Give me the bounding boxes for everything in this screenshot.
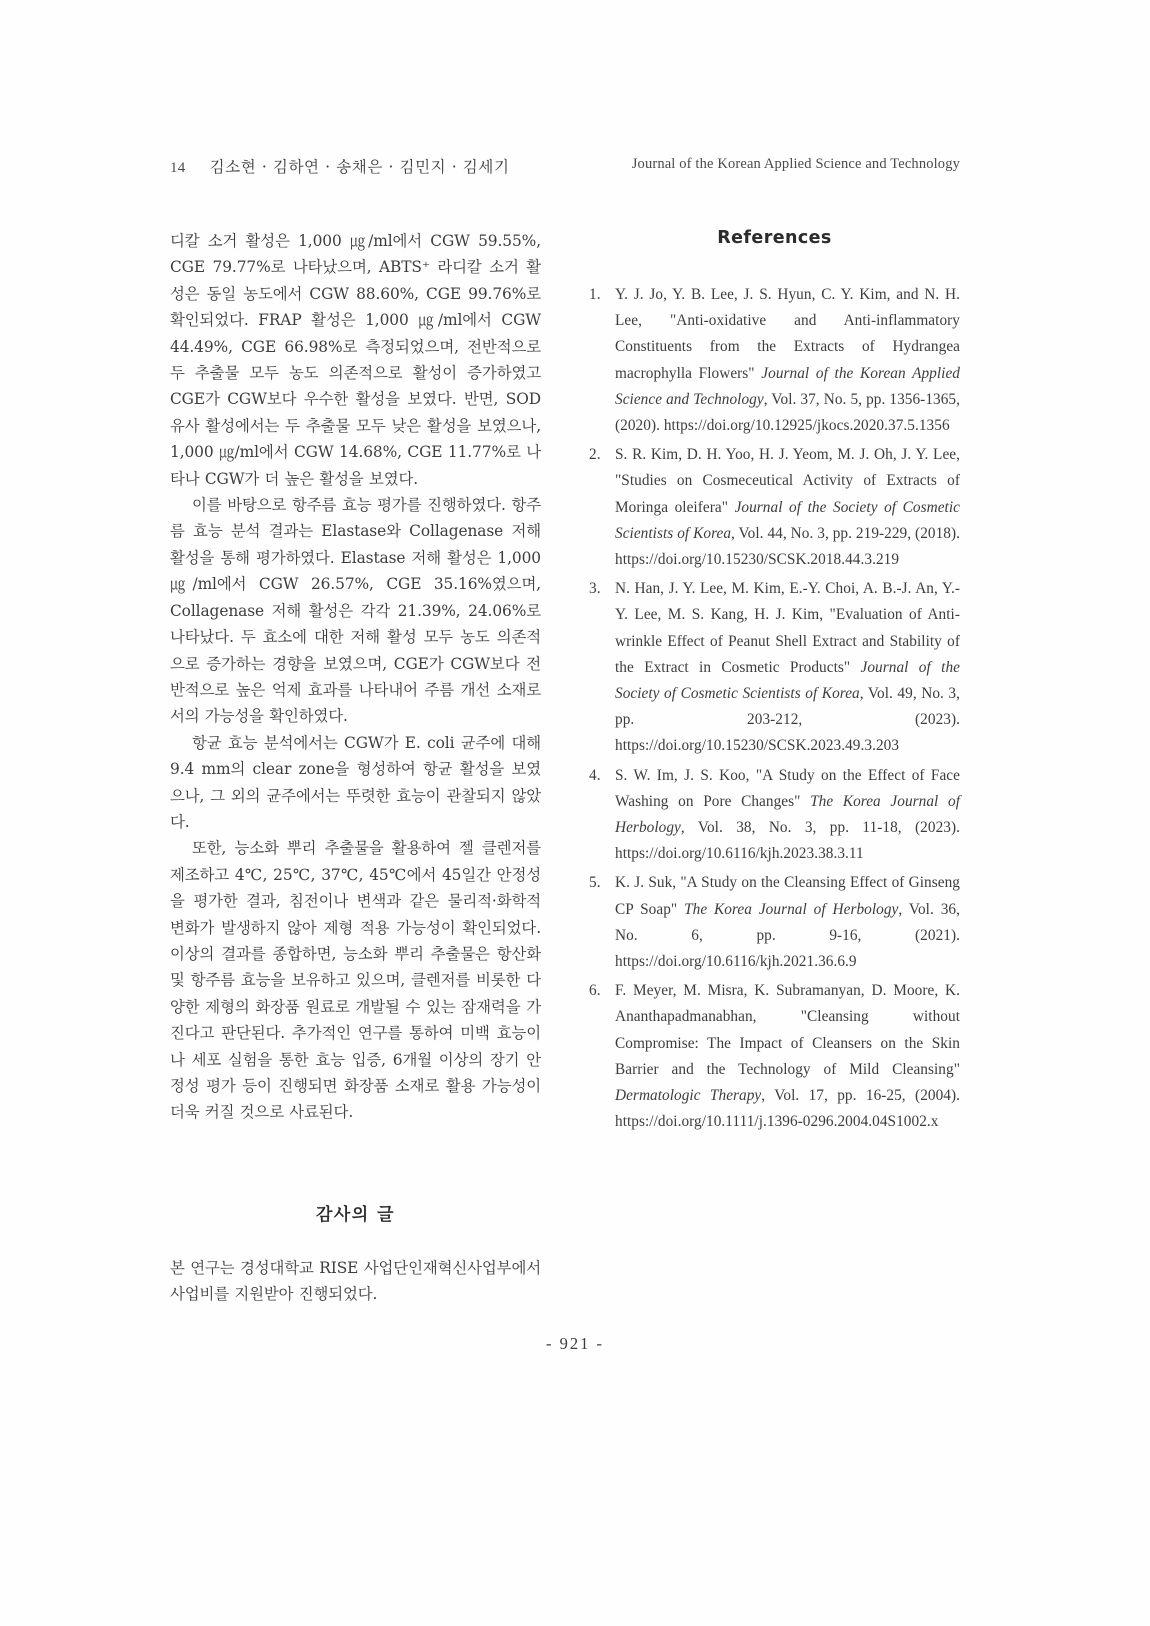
reference-volume-doi: , Vol. 49, No. 3, pp. 203-212, (2023). https://doi.org/10.15230/SCSK.2023.49.3.203 <box>615 685 961 755</box>
reference-authors-title: Y. J. Jo, Y. B. Lee, J. S. Hyun, C. Y. Kim, and N. H. Lee, "Anti-oxidative and Anti-inflammatory Constituents from the Extracts of Hydrangea macrophylla Flowers" <box>615 286 960 382</box>
acknowledgement-body: 본 연구는 경성대학교 RISE 사업단인재혁신사업부에서 사업비를 지원받아 진행되었다. <box>170 1258 541 1304</box>
acknowledgement-section <box>170 1200 541 1308</box>
references-heading: References <box>717 228 832 248</box>
running-head-journal-title: Journal of the Korean Applied Science and Technology <box>631 156 960 172</box>
reference-authors-title: F. Meyer, M. Misra, K. Subramanyan, D. Moore, K. Ananthapadmanabhan, "Cleansing without Compromise: The Impact of Cleansers on the Skin Barrier and the Technology of Mild Cleansing" <box>615 982 960 1078</box>
reference-authors-title: S. R. Kim, D. H. Yoo, H. J. Yeom, M. J. Oh, J. Y. Lee, "Studies on Cosmeceutical Activity of Extracts of Moringa oleifera" <box>615 446 960 516</box>
reference-authors-title: N. Han, J. Y. Lee, M. Kim, E.-Y. Choi, A. B.-J. An, Y.-Y. Lee, M. S. Kang, H. J. Kim, "Evaluation of Anti-wrinkle Effect of Peanut Shell Extract and Stability of the Extract in Cosmetic Products" <box>615 580 960 676</box>
right-column <box>589 228 960 1308</box>
reference-authors-title: S. W. Im, J. S. Koo, "A Study on the Effect of Face Washing on Pore Changes" <box>615 766 960 810</box>
reference-item <box>589 282 960 439</box>
reference-item <box>589 442 960 573</box>
reference-journal-name: The Korea Journal of Herbology <box>615 792 960 837</box>
reference-item <box>589 763 960 868</box>
reference-volume-doi: , Vol. 44, No. 3, pp. 219-229, (2018). https://doi.org/10.15230/SCSK.2018.44.3.219 <box>615 524 961 569</box>
reference-number: 5. <box>589 874 601 892</box>
reference-item <box>589 978 960 1135</box>
reference-volume-doi: , Vol. 37, No. 5, pp. 1356-1365, (2020). https://doi.org/10.12925/jkocs.2020.37.5.1356 <box>615 390 960 435</box>
reference-item <box>589 576 960 759</box>
reference-journal-name: Dermatologic Therapy <box>615 1087 762 1105</box>
reference-journal-name: Journal of the Society of Cosmetic Scientists of Korea <box>615 658 960 703</box>
left-column <box>170 228 541 1308</box>
page-columns <box>170 228 960 1308</box>
body-paragraph: 또한, 능소화 뿌리 추출물을 활용하여 젤 클렌저를 제조하고 4℃, 25℃, 37℃, 45℃에서 45일간 안정성을 평가한 결과, 침전이나 변색과 같은 물리적·화학적 변화가 발생하지 않아 제형 적용 가능성이 확인되었다. 이상의 결과를 종합하면, 능소화 뿌리 추출물은 항산화 및 항주름 효능을 보유하고 있으며, 클렌저를 비롯한 다양한 제형의 화장품 원료로 개발될 수 있는 잠재력을 가진다고 판단된다. 추가적인 연구를 통하여 미백 효능이나 세포 실험을 통한 효능 입증, 6개월 이상의 장기 안정성 평가 등이 진행되면 화장품 소재로 활용 가능성이 더욱 커질 것으로 사료된다. <box>170 839 541 1122</box>
running-head-authors: 김소현 · 김하연 · 송채은 · 김민지 · 김세기 <box>209 158 510 176</box>
body-paragraph: 항균 효능 분석에서는 CGW가 E. coli 균주에 대해 9.4 mm의 clear zone을 형성하여 항균 활성을 보였으나, 그 외의 균주에서는 뚜렷한 효능이 관찰되지 않았다. <box>170 733 541 831</box>
body-paragraph: 이를 바탕으로 항주름 효능 평가를 진행하였다. 항주름 효능 분석 결과는 Elastase와 Collagenase 저해 활성을 통해 평가하였다. Elastase 저해 활성은 1,000 ㎍/ml에서 CGW 26.57%, CGE 35.16%였으며, Collagenase 저해 활성은 각각 21.39%, 24.06%로 나타났다. 두 효소에 대한 저해 활성 모두 농도 의존적으로 증가하는 경향을 보였으며, CGE가 CGW보다 전반적으로 높은 억제 효과를 나타내어 주름 개선 소재로서의 가능성을 확인하였다. <box>170 496 541 726</box>
running-head-page-number: 14 <box>170 160 186 176</box>
running-head <box>170 155 960 177</box>
reference-volume-doi: , Vol. 17, pp. 16-25, (2004). https://doi.org/10.1111/j.1396-0296.2004.04S1002.x <box>615 1087 961 1131</box>
reference-journal-name: Journal of the Korean Applied Science and Technology <box>615 364 961 408</box>
reference-volume-doi: , Vol. 38, No. 3, pp. 11-18, (2023). https://doi.org/10.6116/kjh.2023.38.3.11 <box>615 819 960 863</box>
reference-volume-doi: , Vol. 36, No. 6, pp. 9-16, (2021). https://doi.org/10.6116/kjh.2021.36.6.9 <box>615 900 960 971</box>
body-paragraph: 디칼 소거 활성은 1,000 ㎍/ml에서 CGW 59.55%, CGE 79.77%로 나타났으며, ABTS⁺ 라디칼 소거 활성은 동일 농도에서 CGW 88.60%, CGE 99.76%로 확인되었다. FRAP 활성은 1,000 ㎍/ml에서 CGW 44.49%, CGE 66.98%로 측정되었으며, 전반적으로 두 추출물 모두 농도 의존적으로 활성이 증가하였고 CGE가 CGW보다 우수한 활성을 보였다. 반면, SOD 유사 활성에서는 두 추출물 모두 낮은 활성을 보였으나, 1,000 ㎍/ml에서 CGW 14.68%, CGE 11.77%로 나타나 CGW가 더 높은 활성을 보였다. <box>170 232 541 488</box>
reference-number: 1. <box>589 286 601 303</box>
acknowledgement-heading: 감사의 글 <box>315 1204 396 1225</box>
reference-journal-name: The Korea Journal of Herbology <box>684 900 899 918</box>
reference-number: 3. <box>589 580 601 598</box>
reference-number: 2. <box>589 446 601 464</box>
reference-item <box>589 870 960 975</box>
reference-journal-name: Journal of the Society of Cosmetic Scientists of Korea <box>615 498 960 542</box>
page-footer: - 921 - <box>546 1334 604 1353</box>
reference-number: 6. <box>589 982 601 1000</box>
reference-number: 4. <box>589 766 601 784</box>
references-list <box>589 282 960 1136</box>
reference-authors-title: K. J. Suk, "A Study on the Cleansing Effect of Ginseng CP Soap" <box>615 874 960 918</box>
